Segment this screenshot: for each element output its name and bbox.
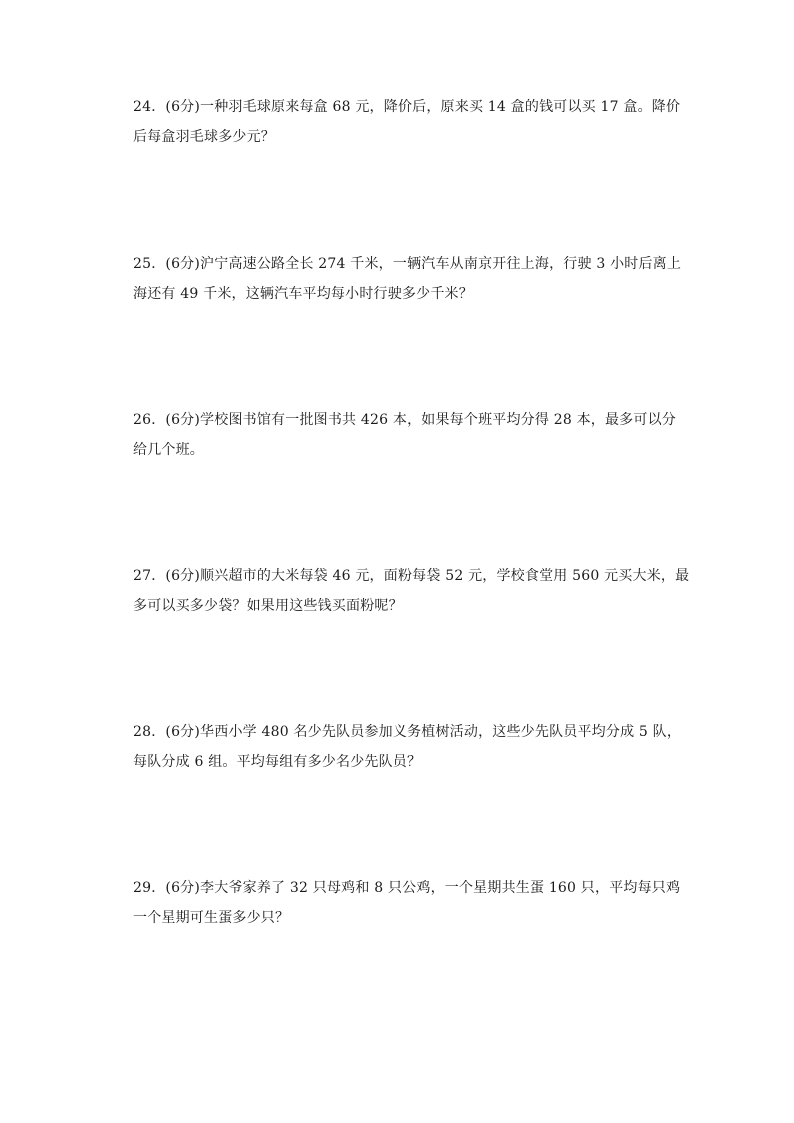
question-28 <box>133 717 682 777</box>
question-text-line: 每队分成 6 组。平均每组有多少名少先队员？ <box>133 754 422 770</box>
question-25 <box>133 249 682 309</box>
question-text-line: 海还有 49 千米，这辆汽车平均每小时行驶多少千米？ <box>133 286 473 302</box>
question-24 <box>133 92 681 152</box>
question-text-line: 25．(6分)沪宁高速公路全长 274 千米，一辆汽车从南京开往上海，行驶 3 小时后离上 <box>133 256 682 272</box>
question-text-line: 26．(6分)学校图书馆有一批图书共 426 本，如果每个班平均分得 28 本，最多可以分 <box>133 412 676 428</box>
question-text-line: 24．(6分)一种羽毛球原来每盒 68 元，降价后，原来买 14 盒的钱可以买 17 盒。降价 <box>133 99 681 115</box>
question-29 <box>133 873 681 933</box>
question-text-line: 28．(6分)华西小学 480 名少先队员参加义务植树活动，这些少先队员平均分成 5 队， <box>133 724 682 740</box>
question-text-line: 给几个班。 <box>133 442 204 458</box>
question-26 <box>133 405 676 465</box>
question-text-line: 29．(6分)李大爷家养了 32 只母鸡和 8 只公鸡，一个星期共生蛋 160 只，平均每只鸡 <box>133 880 681 896</box>
question-27 <box>133 561 690 621</box>
question-text-line: 一个星期可生蛋多少只？ <box>133 910 290 926</box>
question-text-line: 27．(6分)顺兴超市的大米每袋 46 元，面粉每袋 52 元，学校食堂用 560 元买大米，最 <box>133 568 690 584</box>
question-text-line: 后每盒羽毛球多少元？ <box>133 129 275 145</box>
question-text-line: 多可以买多少袋？如果用这些钱买面粉呢？ <box>133 598 403 614</box>
